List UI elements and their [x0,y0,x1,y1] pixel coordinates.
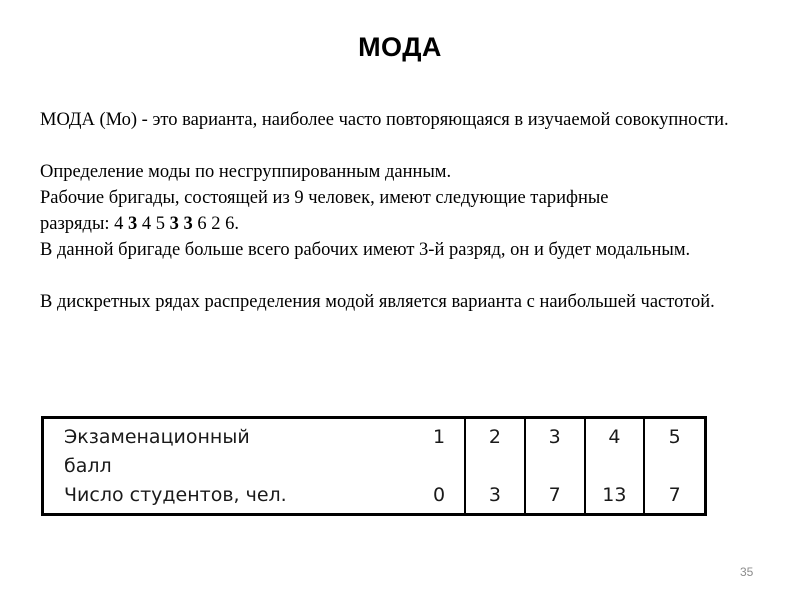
count-value: 0 [432,483,446,506]
table-cell-col5 [644,419,704,513]
table-cell-col2 [465,419,525,513]
score-value: 4 [608,425,621,448]
table-cell-col3 [525,419,585,513]
count-label: Число студентов, чел. [64,483,287,506]
ungrouped-suffix: 6 2 6. [192,214,240,234]
slide-title: МОДА [358,32,442,62]
discrete-text: В дискретных рядах распределения модой является варианта с наибольшей частотой. [40,292,715,312]
spacer [40,133,780,159]
score-value: 1 [432,425,446,448]
table-row [44,419,704,513]
score-value: 3 [548,425,561,448]
ungrouped-prefix: разряды: 4 [40,214,129,234]
page-number: 35 [740,565,754,579]
count-value: 3 [488,483,501,506]
table-cell-col4 [585,419,645,513]
row-labels-cell [44,419,414,513]
score-value: 5 [668,425,681,448]
cell-spacer [414,452,464,481]
count-value: 7 [548,483,561,506]
ungrouped-text-line1: Рабочие бригады, состоящей из 9 человек, имеют следующие тарифные [40,188,609,208]
cell-spacer [526,452,584,481]
ungrouped-bold-value-2: 3 3 [169,214,193,234]
ungrouped-heading: Определение моды по несгруппированным данным. [40,162,452,182]
table-cell-col1 [414,419,465,513]
ungrouped-mid: 4 5 [137,214,170,234]
ungrouped-bold-value-1: 3 [128,214,138,234]
score-label-line2: балл [64,454,112,477]
count-value: 7 [668,483,681,506]
cell-spacer [645,452,704,481]
slide-body [40,107,780,315]
ungrouped-text-line2 [40,211,780,237]
cell-spacer [586,452,644,481]
spacer [40,263,780,289]
score-value: 2 [488,425,501,448]
distribution-table-grid [44,419,704,513]
cell-spacer [466,452,524,481]
mode-definition: МОДА (Мо) - это варианта, наиболее часто повторяющаяся в изучаемой совокупности. [40,110,729,130]
score-label-line1: Экзаменационный [64,425,250,448]
count-value: 13 [602,483,627,506]
distribution-table [41,416,707,516]
ungrouped-conclusion: В данной бригаде больше всего рабочих имеют 3-й разряд, он и будет модальным. [40,240,691,260]
